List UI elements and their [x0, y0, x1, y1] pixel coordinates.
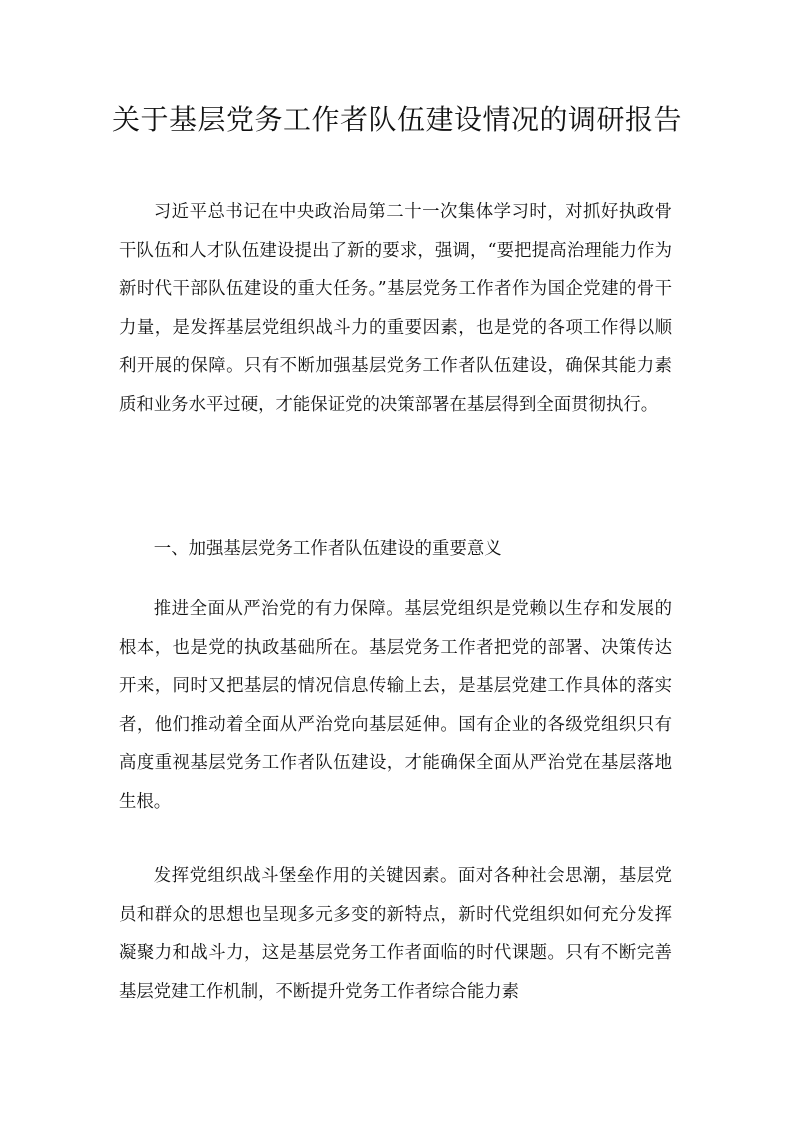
body-paragraph: 推进全面从严治党的有力保障。基层党组织是党赖以生存和发展的根本，也是党的执政基础所在。基层党务工作者把党的部署、决策传达开来，同时又把基层的情况信息传输上去，是基层党建工作具体的落实者，他们推动着全面从严治党向基层延伸。国有企业的各级党组织只有高度重视基层党务工作者队伍建设，才能确保全面从严治党在基层落地生根。 [119, 599, 672, 812]
document-title: 关于基层党务工作者队伍建设情况的调研报告 [111, 103, 682, 136]
intro-paragraph: 习近平总书记在中央政治局第二十一次集体学习时，对抓好执政骨干队伍和人才队伍建设提出了新的要求，强调，“要把提高治理能力作为新时代干部队伍建设的重大任务。”基层党务工作者作为国企党建的骨干力量，是发挥基层党组织战斗力的重要因素，也是党的各项工作得以顺利开展的保障。只有不断加强基层党务工作者队伍建设，确保其能力素质和业务水平过硬，才能保证党的决策部署在基层得到全面贯彻执行。 [119, 202, 672, 415]
body-paragraph: 发挥党组织战斗堡垒作用的关键因素。面对各种社会思潮，基层党员和群众的思想也呈现多元多变的新特点，新时代党组织如何充分发挥凝聚力和战斗力，这是基层党务工作者面临的时代课题。只有不断完善基层党建工作机制，不断提升党务工作者综合能力素 [119, 866, 672, 1002]
section-heading: 一、加强基层党务工作者队伍建设的重要意义 [153, 539, 502, 559]
